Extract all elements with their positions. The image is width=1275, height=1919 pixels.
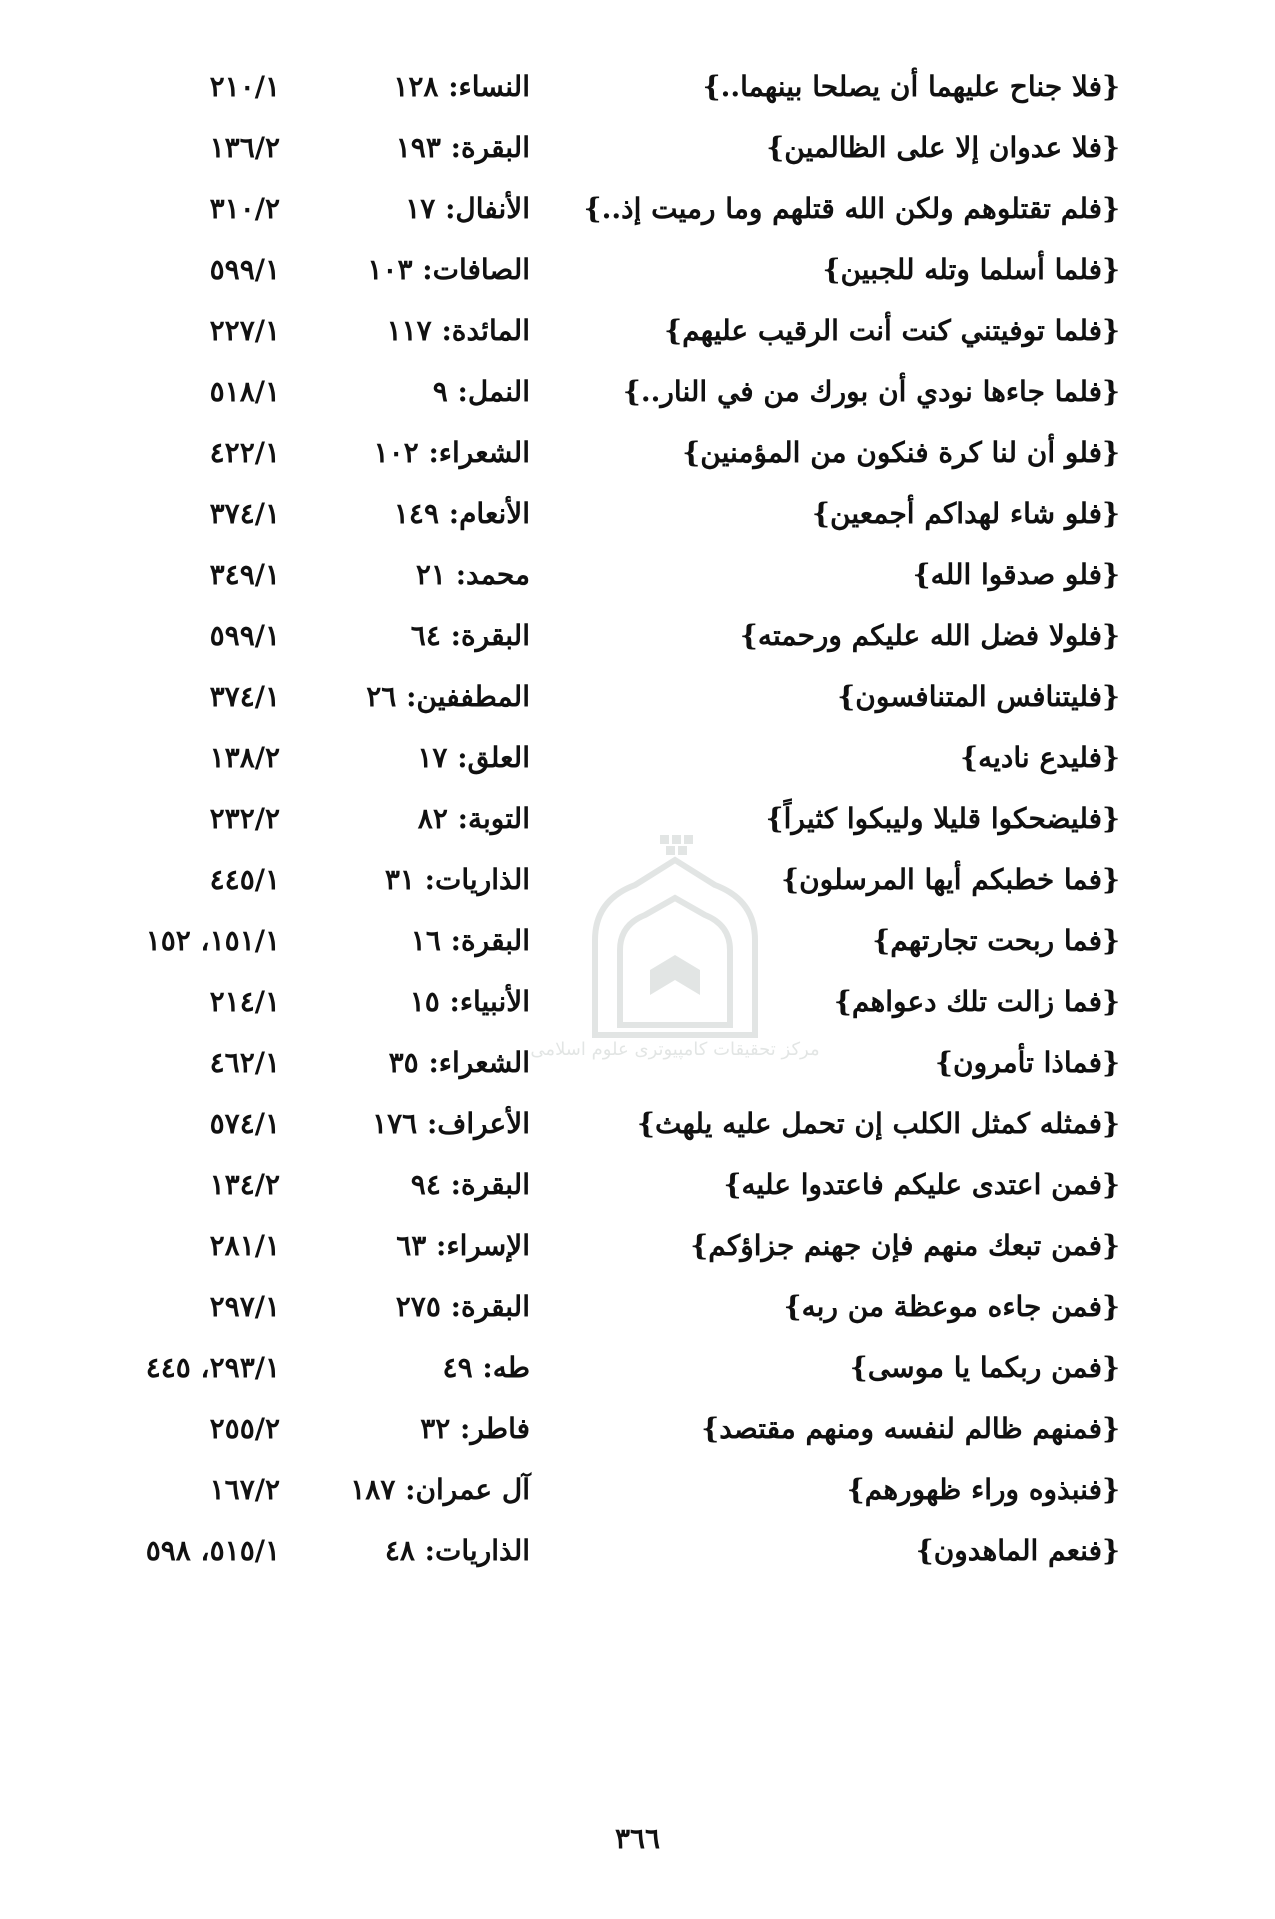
verse-text: {فلا عدوان إلا على الظالمين} — [766, 131, 1120, 164]
verse-text: {فلو أن لنا كرة فنكون من المؤمنين} — [682, 436, 1120, 469]
index-entry — [0, 178, 1275, 239]
verse-text: {فليدع ناديه} — [960, 741, 1120, 774]
surah-reference: طه: ٤٩ — [442, 1351, 530, 1384]
page-reference: ٥١٨/١ — [209, 375, 280, 408]
page-reference: ٥١٥/١، ٥٩٨ — [145, 1534, 280, 1567]
verse-text: {فلما جاءها نودي أن بورك من في النار..} — [622, 375, 1120, 408]
surah-reference: الذاريات: ٤٨ — [384, 1534, 530, 1567]
surah-reference: المائدة: ١١٧ — [386, 314, 530, 347]
verse-text: {فليتنافس المتنافسون} — [837, 680, 1120, 713]
page-reference: ٢٣٢/٢ — [209, 802, 280, 835]
surah-reference: البقرة: ٩٤ — [410, 1168, 530, 1201]
surah-reference: آل عمران: ١٨٧ — [350, 1473, 530, 1506]
index-entry — [0, 239, 1275, 300]
verse-text: {فمنهم ظالم لنفسه ومنهم مقتصد} — [701, 1412, 1120, 1445]
index-entry — [0, 910, 1275, 971]
verse-text: {فلما أسلما وتله للجبين} — [822, 253, 1120, 286]
page-reference: ٢٩٧/١ — [209, 1290, 280, 1323]
index-entry — [0, 971, 1275, 1032]
index-entry — [0, 1459, 1275, 1520]
page-reference: ٤٢٢/١ — [209, 436, 280, 469]
page-number: ٣٦٦ — [614, 1822, 661, 1855]
verse-text: {فماذا تأمرون} — [935, 1046, 1120, 1079]
verse-text: {فما ربحت تجارتهم} — [872, 924, 1120, 957]
page-reference: ٤٦٢/١ — [209, 1046, 280, 1079]
index-entry — [0, 666, 1275, 727]
page-reference: ٣٤٩/١ — [209, 558, 280, 591]
surah-reference: الشعراء: ١٠٢ — [373, 436, 530, 469]
page-reference: ٢١٤/١ — [209, 985, 280, 1018]
page-reference: ١٥١/١، ١٥٢ — [145, 924, 280, 957]
surah-reference: الإسراء: ٦٣ — [396, 1229, 530, 1262]
verse-text: {فلم تقتلوهم ولكن الله قتلهم وما رميت إذ..} — [583, 192, 1120, 225]
index-entry — [0, 1032, 1275, 1093]
index-entry — [0, 1154, 1275, 1215]
verse-text: {فنعم الماهدون} — [915, 1534, 1120, 1567]
verse-text: {فليضحكوا قليلا وليبكوا كثيراً} — [765, 802, 1120, 835]
verse-text: {فمثله كمثل الكلب إن تحمل عليه يلهث} — [636, 1107, 1120, 1140]
verse-text: {فمن جاءه موعظة من ربه} — [783, 1290, 1120, 1323]
page-reference: ٢٥٥/٢ — [209, 1412, 280, 1445]
surah-reference: فاطر: ٣٢ — [420, 1412, 530, 1445]
verse-text: {فلو صدقوا الله} — [912, 558, 1120, 591]
page-reference: ١٣٦/٢ — [209, 131, 280, 164]
index-entry — [0, 1520, 1275, 1581]
surah-reference: المطففين: ٢٦ — [366, 680, 530, 713]
verse-text: {فما خطبكم أيها المرسلون} — [781, 863, 1120, 896]
surah-reference: الأعراف: ١٧٦ — [372, 1107, 530, 1140]
index-entry — [0, 605, 1275, 666]
verse-index-list — [0, 56, 1275, 1581]
surah-reference: الصافات: ١٠٣ — [367, 253, 530, 286]
surah-reference: الأنبياء: ١٥ — [409, 985, 530, 1018]
index-entry — [0, 1276, 1275, 1337]
index-entry — [0, 483, 1275, 544]
verse-text: {فلا جناح عليهما أن يصلحا بينهما..} — [702, 70, 1120, 103]
page-reference: ٣٧٤/١ — [209, 497, 280, 530]
watermark-text: مرکز تحقیقات کامپیوتری علوم اسلامی — [530, 1039, 820, 1060]
page-reference: ١٣٨/٢ — [209, 741, 280, 774]
index-entry — [0, 1398, 1275, 1459]
surah-reference: النساء: ١٢٨ — [393, 70, 530, 103]
index-entry — [0, 788, 1275, 849]
surah-reference: البقرة: ٢٧٥ — [395, 1290, 530, 1323]
verse-text: {فمن ربكما يا موسى} — [849, 1351, 1120, 1384]
verse-text: {فما زالت تلك دعواهم} — [833, 985, 1120, 1018]
verse-text: {فلولا فضل الله عليكم ورحمته} — [739, 619, 1120, 652]
surah-reference: الشعراء: ٣٥ — [388, 1046, 530, 1079]
surah-reference: محمد: ٢١ — [415, 558, 530, 591]
surah-reference: البقرة: ١٦ — [410, 924, 530, 957]
index-entry — [0, 1215, 1275, 1276]
page-reference: ٥٧٤/١ — [209, 1107, 280, 1140]
verse-text: {فمن اعتدى عليكم فاعتدوا عليه} — [723, 1168, 1120, 1201]
surah-reference: البقرة: ٦٤ — [410, 619, 530, 652]
page-reference: ٤٤٥/١ — [209, 863, 280, 896]
index-entry — [0, 727, 1275, 788]
index-entry — [0, 422, 1275, 483]
index-entry — [0, 849, 1275, 910]
page-reference: ٣١٠/٢ — [209, 192, 280, 225]
page-reference: ٥٩٩/١ — [209, 619, 280, 652]
index-entry — [0, 56, 1275, 117]
index-entry — [0, 117, 1275, 178]
surah-reference: الأنفال: ١٧ — [405, 192, 530, 225]
verse-text: {فلو شاء لهداكم أجمعين} — [812, 497, 1120, 530]
page-reference: ٥٩٩/١ — [209, 253, 280, 286]
index-entry — [0, 361, 1275, 422]
page-reference: ٢١٠/١ — [209, 70, 280, 103]
index-entry — [0, 1093, 1275, 1154]
index-entry — [0, 1337, 1275, 1398]
surah-reference: النمل: ٩ — [432, 375, 530, 408]
page-reference: ١٣٤/٢ — [209, 1168, 280, 1201]
surah-reference: الأنعام: ١٤٩ — [393, 497, 530, 530]
surah-reference: التوبة: ٨٢ — [417, 802, 530, 835]
page-reference: ٢٢٧/١ — [209, 314, 280, 347]
surah-reference: الذاريات: ٣١ — [384, 863, 530, 896]
page-reference: ٢٨١/١ — [209, 1229, 280, 1262]
page-reference: ٢٩٣/١، ٤٤٥ — [145, 1351, 280, 1384]
surah-reference: العلق: ١٧ — [417, 741, 530, 774]
surah-reference: البقرة: ١٩٣ — [395, 131, 530, 164]
verse-text: {فلما توفيتني كنت أنت الرقيب عليهم} — [664, 314, 1120, 347]
page-reference: ١٦٧/٢ — [209, 1473, 280, 1506]
verse-text: {فنبذوه وراء ظهورهم} — [846, 1473, 1120, 1506]
index-entry — [0, 544, 1275, 605]
verse-text: {فمن تبعك منهم فإن جهنم جزاؤكم} — [690, 1229, 1120, 1262]
index-entry — [0, 300, 1275, 361]
page-reference: ٣٧٤/١ — [209, 680, 280, 713]
